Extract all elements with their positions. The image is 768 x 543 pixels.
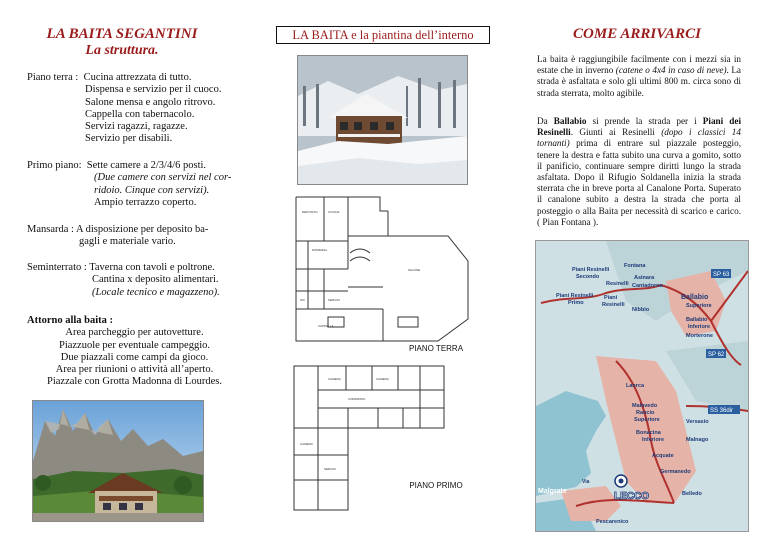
list-item: (Due camere con servizi nel cor- [94,172,232,184]
map-label: Malavedo [632,403,658,409]
map-label: Nibbio [632,307,650,313]
map-label: Piani [604,295,618,301]
svg-text:CAMERA: CAMERA [328,377,341,381]
map-label: LECCO [614,491,649,502]
road-shield: SS 36dir [710,408,734,414]
map-label: Superiore [634,417,660,423]
svg-text:WC: WC [300,298,305,302]
mountain-photo [32,400,204,522]
map-label: Bonacina [636,430,661,436]
map-label: Morterone [686,333,713,339]
road-shield: SP 63 [713,272,730,278]
map-label: Asinara [634,275,655,281]
map-label: Secondo [576,274,600,280]
map-label: Piani Resinelli [572,267,610,273]
map-label: Germanedo [660,469,691,475]
svg-text:CAMERA: CAMERA [376,377,389,381]
map-label: Via [582,479,590,485]
text-run: si prende la strada per i [586,116,703,126]
plan-label: PIANO TERRA [408,344,464,353]
text-run: Da [537,116,554,126]
section-primo-piano: Primo piano: Sette camere a 2/3/4/6 posti. (Due camere con servizi nel cor- ridoio. Cinque con servizi). Ampio terrazzo coperto. [27,160,252,209]
map-label: Primo [568,300,584,306]
floor-plan-piano-primo [288,360,476,525]
section-label: Piano terra [27,72,73,83]
route-map [535,240,749,532]
svg-text:DISPENSA: DISPENSA [312,248,328,252]
floor-plan-piano-terra [288,191,476,353]
map-label: Malnago [686,437,709,443]
paragraph-access [537,54,741,99]
text-run: prima di entrare sul piazzale posteggio, tenere la destra e fatta subito una curva a gomito, sotto il panificio, continuare sempre diritti lungo la strada asfaltata. Dopo il Rifugio Soldanella inizia la strada sterrata che in breve porta al Canalone Porta. Superato il canalone subito a destra la strada che porta al posteggio o alla Baita per necessità di scarico e carico. ( Pian Fontana ). [537,138,741,227]
svg-text:SALONE: SALONE [408,268,421,272]
snow-baita-photo [297,55,468,185]
list-item: A disposizione per deposito ba- [76,224,209,235]
text-run: (catene o 4x4 in caso di neve) [615,65,727,76]
text-run: . Giunti ai Resinelli [570,127,662,138]
svg-text:CORRIDOIO: CORRIDOIO [348,397,366,401]
map-label: Versasio [686,419,709,425]
map-label: Superiore [686,303,712,309]
list-item: Cappella con tabernacolo. [85,108,195,120]
section-label: Attorno alla baita : [27,315,114,326]
svg-text:CAPPELLA: CAPPELLA [318,324,334,328]
text-run: (dopo i classici 14 tornanti) [537,127,741,149]
map-label: Belledo [682,491,702,497]
map-label: Pescarenico [596,519,629,525]
paragraph-directions [537,116,741,228]
section-heading: LA BAITA e la piantina dell’interno [276,26,490,44]
section-attorno [22,315,247,389]
list-item: Salone mensa e angolo ritrovo. [85,96,216,108]
map-label: Cantadorna [632,283,663,289]
section-title-come-arrivarci: COME ARRIVARCI [573,26,701,42]
list-item: ridoio. Cinque con servizi). [94,184,210,196]
map-label: Laorca [626,383,645,389]
map-label: Fontana [624,263,646,269]
section-label: Primo piano [27,160,79,171]
list-item: Sette camere a 2/3/4/6 posti. [86,160,207,171]
map-label: Malgrate [538,488,567,495]
section-piano-terra: Piano terra : Cucina attrezzata di tutto. Dispensa e servizio per il cuoco. Salone mensa e angolo ritrovo. Cappella con tabernacolo. Servizi ragazzi, ragazze. Servizio per disabili. [27,72,252,146]
list-item: Area per riunioni o attività all’aperto. [55,364,214,376]
map-label: Rancio [636,410,655,416]
road-shield: SP 62 [708,352,725,358]
map-label: Ballabio [681,294,709,301]
list-item: Area parcheggio per autovetture. [65,327,204,339]
list-item: Piazzale con Grotta Madonna di Lourdes. [47,376,222,388]
list-item: Cucina attrezzata di tutto. [83,72,192,83]
map-label: Acquate [652,453,674,459]
list-item: Servizi ragazzi, ragazze. [85,121,188,133]
svg-text:SERVIZI: SERVIZI [328,298,340,302]
plan-label: PIANO PRIMO [409,481,463,490]
map-label: Resinelli [606,281,629,287]
map-label: Inferiore [642,437,665,443]
list-item: Taverna con tavoli e poltrone. [89,262,215,273]
section-mansarda: Mansarda : A disposizione per deposito ba- gagli e materiale vario. [27,224,252,249]
list-item: Cantina x deposito alimentari. [92,274,219,286]
text-run: . La strada è asfaltata e solo gli ultimi 800 m. circa sono di strada sterrata, molto agibile. [537,65,742,98]
svg-text:CAMERA: CAMERA [300,442,313,446]
list-item: gagli e materiale vario. [79,236,176,248]
list-item: Ampio terrazzo coperto. [94,196,197,208]
map-label: Piani Resinelli [556,293,594,299]
svg-text:CUCINA: CUCINA [328,210,340,214]
map-label: Resinelli [602,302,625,308]
section-label: Seminterrato [27,262,82,273]
page-title: LA BAITA SEGANTINI [46,26,198,42]
map-label: Ballabio [686,317,708,323]
list-item: (Locale tecnico e magazzeno). [92,286,220,298]
section-label: Mansarda [27,224,69,235]
location-pin-icon [615,475,627,487]
page-subtitle: La struttura. [85,43,159,58]
text-run: Ballabio [553,116,587,126]
svg-text:DEPOSITO: DEPOSITO [302,210,318,214]
text-run: La baita è raggiungibile facilmente con i mezzi sia in estate che in inverno [537,54,741,76]
text-run: Piani dei Resinelli [537,116,741,138]
list-item: Servizio per disabili. [85,133,173,145]
map-label: Inferiore [688,324,711,330]
svg-text:SERVIZI: SERVIZI [324,467,336,471]
list-item: Piazzuole per eventuale campeggio. [58,339,210,351]
list-item: Due piazzali come campi da gioco. [60,351,209,363]
section-seminterrato: Seminterrato : Taverna con tavoli e poltrone. Cantina x deposito alimentari. (Locale tecnico e magazzeno). [27,262,252,299]
list-item: Dispensa e servizio per il cuoco. [85,84,222,96]
